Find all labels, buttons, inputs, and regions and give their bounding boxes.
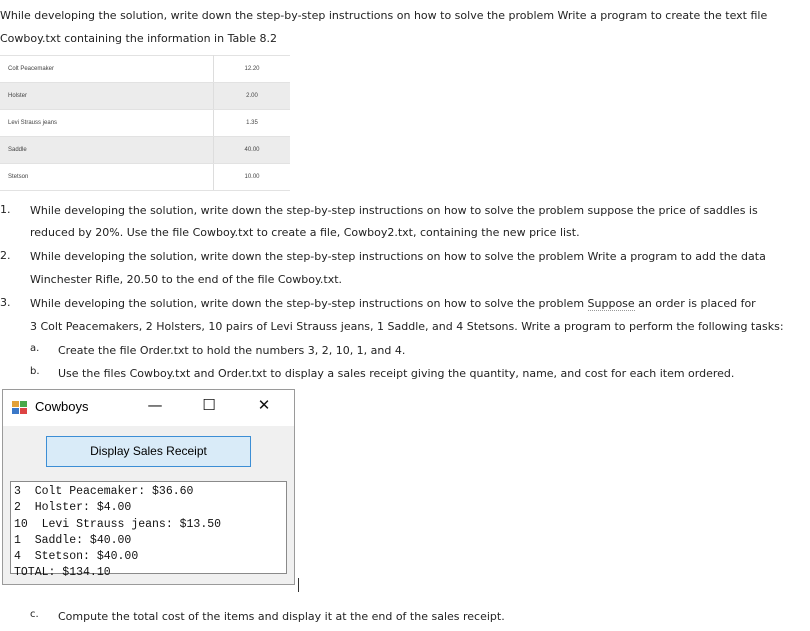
cowboys-window <box>2 389 295 585</box>
item-price: 40.00 <box>214 137 291 164</box>
item-price: 12.20 <box>214 56 291 83</box>
subitem-a-letter: a. <box>30 343 40 354</box>
intro-line-2: Cowboy.txt containing the information in Table 8.2 <box>0 32 278 45</box>
question-3-line-1c: an order is placed for <box>634 297 756 310</box>
list-item: 4 Stetson: $40.00 <box>14 550 139 564</box>
cowboy-table <box>0 55 290 191</box>
question-1-line-2: reduced by 20%. Use the file Cowboy.txt to create a file, Cowboy2.txt, containing the new price list. <box>30 226 580 239</box>
table-row <box>0 83 290 110</box>
item-name: Colt Peacemaker <box>0 56 214 83</box>
item-name: Levi Strauss jeans <box>0 110 214 137</box>
question-3-line-1a: While developing the solution, write down the step-by-step instructions on how to solve the problem <box>30 297 588 310</box>
subitem-a-text: Create the file Order.txt to hold the numbers 3, 2, 10, 1, and 4. <box>58 344 406 357</box>
text-cursor <box>298 578 299 592</box>
subitem-b-letter: b. <box>30 366 40 377</box>
question-1-number: 1. <box>0 203 11 216</box>
question-2-number: 2. <box>0 249 11 262</box>
list-item: 10 Levi Strauss jeans: $13.50 <box>14 517 222 531</box>
list-item: 3 Colt Peacemaker: $36.60 <box>14 485 194 498</box>
maximize-icon[interactable]: ☐ <box>202 396 216 414</box>
window-title: Cowboys <box>35 399 89 414</box>
item-name: Holster <box>0 83 214 110</box>
item-price: 2.00 <box>214 83 291 110</box>
question-2-line-1: While developing the solution, write down the step-by-step instructions on how to solve the problem Write a program to add the data <box>30 250 766 263</box>
item-price: 1.35 <box>214 110 291 137</box>
question-3-suppose: Suppose <box>587 297 635 310</box>
display-sales-receipt-button[interactable]: Display Sales Receipt <box>46 436 251 467</box>
item-name: Stetson <box>0 164 214 191</box>
subitem-c-text: Compute the total cost of the items and display it at the end of the sales receipt. <box>58 610 505 623</box>
list-item: 2 Holster: $4.00 <box>14 501 132 515</box>
question-3-line-2: 3 Colt Peacemakers, 2 Holsters, 10 pairs of Levi Strauss jeans, 1 Saddle, and 4 Stetsons. Write a program to perform the following tasks: <box>30 320 784 333</box>
table-row <box>0 110 290 137</box>
app-icon <box>12 401 28 414</box>
minimize-icon[interactable]: — <box>147 396 163 414</box>
subitem-b-text: Use the files Cowboy.txt and Order.txt to display a sales receipt giving the quantity, name, and cost for each item ordered. <box>58 367 735 380</box>
close-icon[interactable]: ✕ <box>257 396 271 414</box>
intro-line-1: While developing the solution, write down the step-by-step instructions on how to solve the problem Write a program to create the text file <box>0 9 768 22</box>
list-item: 1 Saddle: $40.00 <box>14 533 132 547</box>
table-row <box>0 164 290 191</box>
table-row <box>0 137 290 164</box>
item-price: 10.00 <box>214 164 291 191</box>
question-3-line-1 <box>30 296 756 311</box>
question-3-number: 3. <box>0 296 11 309</box>
list-item: TOTAL: $134.10 <box>14 566 111 580</box>
subitem-c-letter: c. <box>30 609 39 620</box>
table-row <box>0 56 290 83</box>
question-1-line-1: While developing the solution, write down the step-by-step instructions on how to solve the problem suppose the price of saddles is <box>30 204 758 217</box>
item-name: Saddle <box>0 137 214 164</box>
receipt-listbox[interactable] <box>10 481 287 580</box>
question-2-line-2: Winchester Rifle, 20.50 to the end of the file Cowboy.txt. <box>30 273 343 286</box>
title-bar[interactable] <box>3 390 294 426</box>
